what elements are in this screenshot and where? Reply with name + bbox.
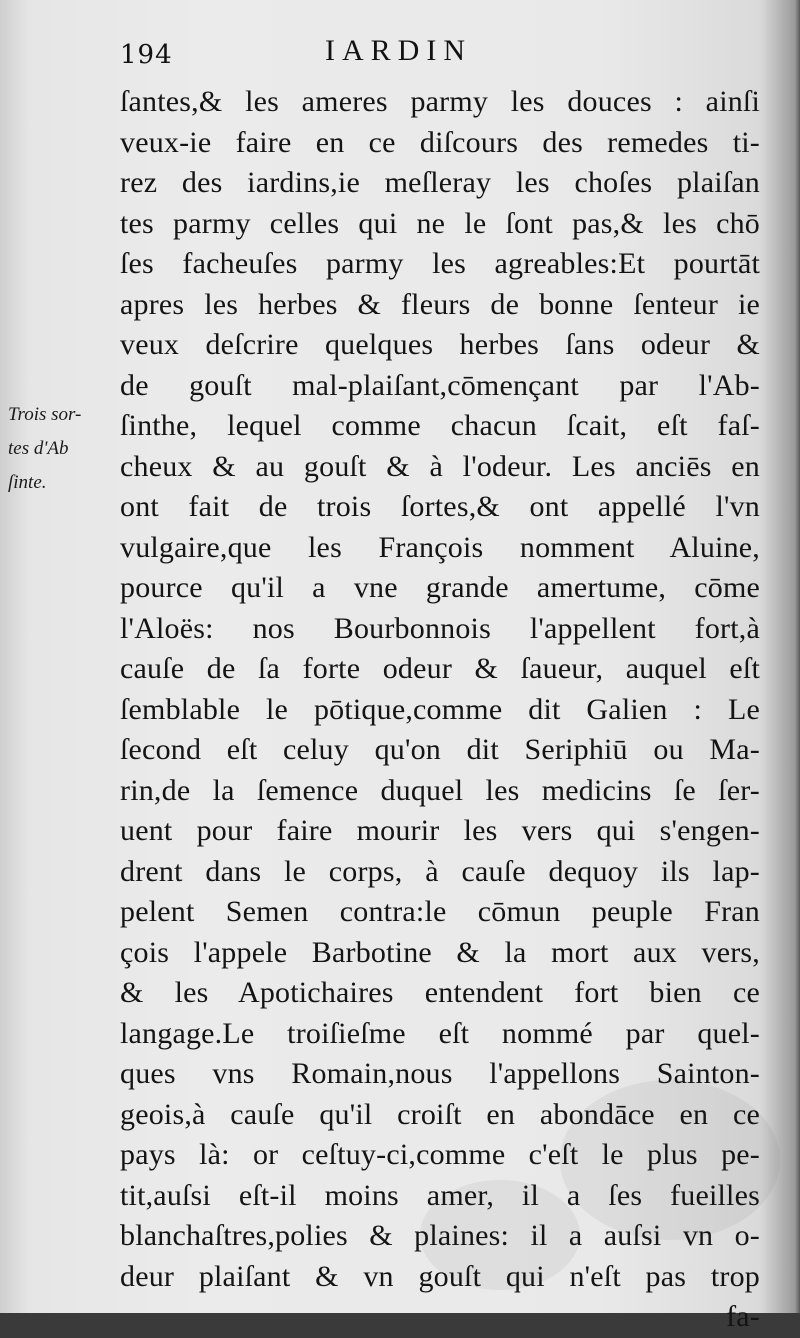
text-line: veux-ie faire en ce diſcours des remedes ti- [120, 125, 760, 159]
text-line: ſecond eſt celuy qu'on dit Seriphiū ou Ma- [120, 733, 760, 766]
text-line: ſemblable le pōtique,comme dit Galien : Le [120, 692, 760, 726]
marginal-note-line: tes d'Ab [8, 438, 69, 459]
text-line: drent dans le corps, à cauſe dequoy ils lap- [120, 854, 760, 888]
text-line: deur plaiſant & vn gouſt qui n'eſt pas trop [120, 1259, 760, 1293]
page-header [120, 34, 760, 74]
text-line: langage.Le troiſieſme eſt nommé par quel- [120, 1016, 760, 1050]
body-text [120, 82, 760, 1338]
text-line: pays là: or ceſtuy-ci,comme c'eſt le plus pe- [120, 1138, 760, 1171]
text-line: cheux & au gouſt & à l'odeur. Les anciēs en [120, 449, 760, 483]
page-number: 194 [120, 40, 173, 70]
text-line: vulgaire,que les François nomment Aluine, [120, 530, 760, 564]
catchword: fa- [726, 1300, 760, 1333]
text-line: rin,de la ſemence duquel les medicins ſe ſer- [120, 773, 760, 807]
text-line: veux deſcrire quelques herbes ſans odeur & [120, 328, 760, 361]
text-line: blanchaſtres,polies & plaines: il a auſsi vn o- [120, 1219, 760, 1252]
text-line: geois,à cauſe qu'il croiſt en abondāce en ce [120, 1097, 760, 1131]
text-line: pource qu'il a vne grande amertume, cōme [120, 571, 760, 604]
text-line: tit,auſsi eſt-il moins amer, il a ſes fueilles [120, 1178, 760, 1212]
text-line: ſantes,& les ameres parmy les douces : ainſi [120, 85, 760, 118]
text-line: tes parmy celles qui ne le ſont pas,& les chō [120, 206, 760, 240]
text-line: rez des iardins,ie meſleray les choſes plaiſan [120, 166, 760, 199]
text-line: l'Aloës: nos Bourbonnois l'appellent fort,à [120, 611, 760, 645]
marginal-note-line: Trois sor- [8, 404, 82, 425]
text-line: apres les herbes & fleurs de bonne ſenteur ie [120, 287, 760, 321]
text-line: uent pour faire mourir les vers qui s'engen- [120, 814, 760, 847]
running-title: IARDIN [325, 34, 472, 67]
text-line: pelent Semen contra:le cōmun peuple Fran [120, 895, 760, 928]
text-line: ſes facheuſes parmy les agreables:Et pourtāt [120, 247, 760, 280]
text-line: ſinthe, lequel comme chacun ſcait, eſt faſ- [120, 409, 760, 442]
text-line: çois l'appele Barbotine & la mort aux vers, [120, 935, 760, 969]
marginal-note-line: ſinte. [8, 472, 47, 493]
text-line: & les Apotichaires entendent fort bien ce [120, 976, 760, 1009]
text-line: ont fait de trois ſortes,& ont appellé l'vn [120, 490, 760, 523]
text-line: ques vns Romain,nous l'appellons Sainton- [120, 1057, 760, 1090]
text-line: de gouſt mal-plaiſant,cōmençant par l'Ab- [120, 368, 760, 402]
marginal-note [8, 398, 123, 500]
text-line: cauſe de ſa forte odeur & ſaueur, auquel eſt [120, 652, 760, 685]
